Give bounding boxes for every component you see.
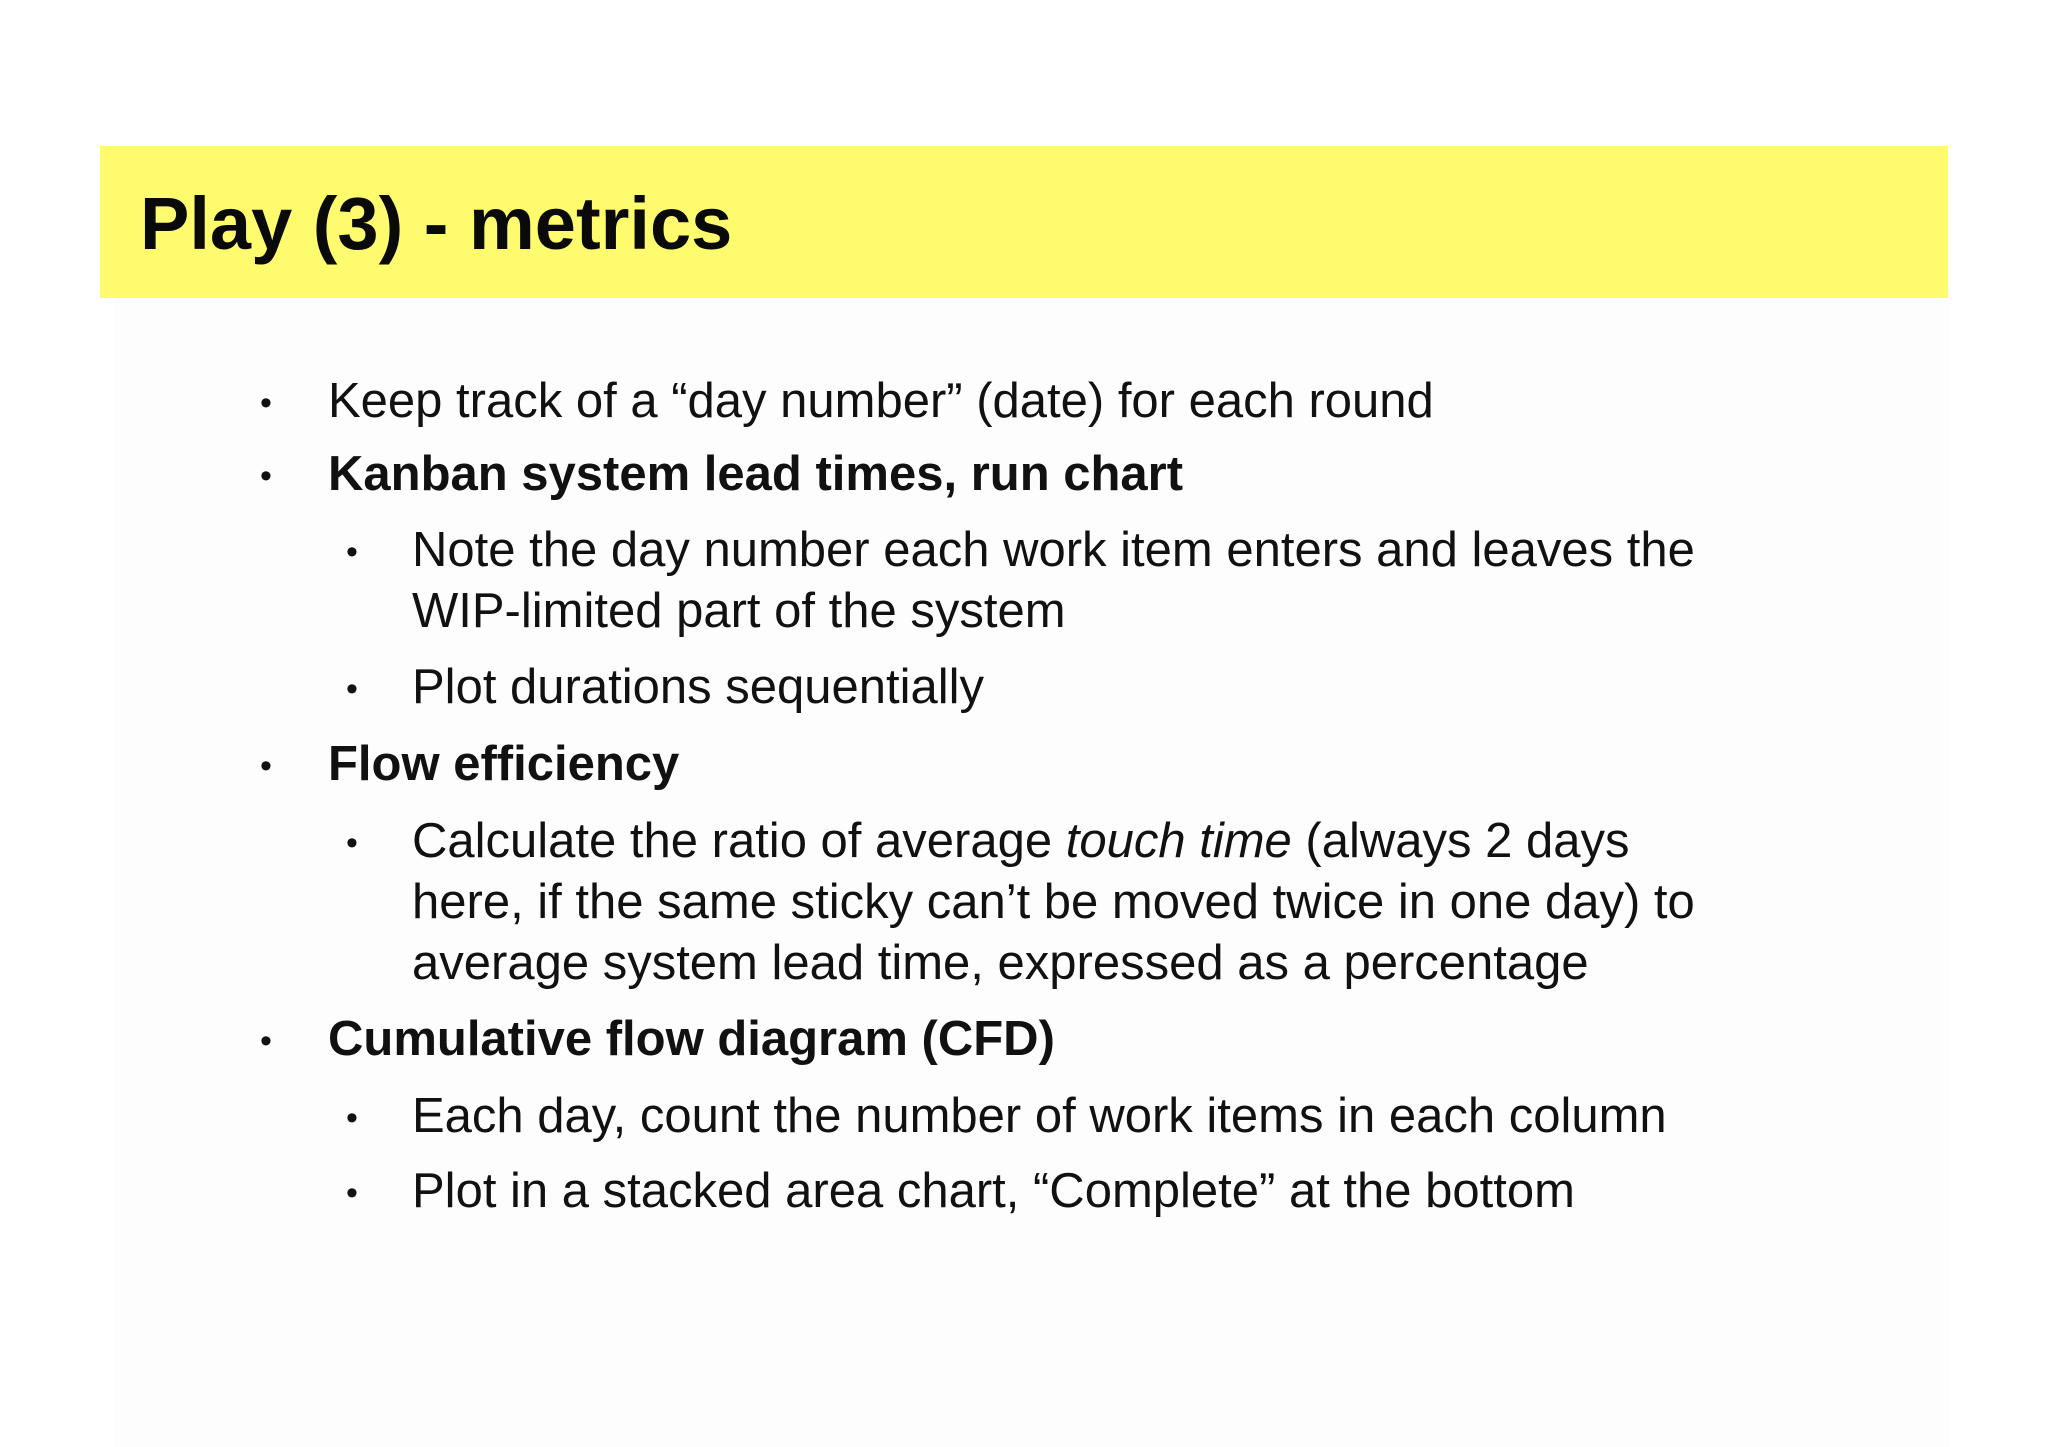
bullet-marker: •: [260, 384, 272, 422]
sub-bullet-stacked-area: Plot in a stacked area chart, “Complete” at the bottom: [412, 1164, 1575, 1218]
bullet-flow-efficiency-heading: Flow efficiency: [328, 737, 680, 791]
sub-bullet-line: Note the day number each work item enters and leaves the: [412, 523, 1695, 577]
bullet-cfd-heading: Cumulative flow diagram (CFD): [328, 1012, 1055, 1066]
bullet-marker: •: [260, 1022, 272, 1060]
sub-bullet-marker: •: [346, 1099, 358, 1137]
sub-bullet-plot-durations: Plot durations sequentially: [412, 660, 985, 714]
ratio-text-end: (always 2 days: [1291, 814, 1630, 868]
bullet-marker: •: [260, 747, 272, 785]
sub-bullet-line: average system lead time, expressed as a percentage: [412, 936, 1589, 990]
sub-bullet-line: WIP-limited part of the system: [412, 584, 1066, 638]
sub-bullet-line: [412, 811, 1695, 872]
ratio-text-start: Calculate the ratio of average: [412, 814, 1066, 868]
slide-title: Play (3) - metrics: [140, 182, 733, 265]
bullet-marker: •: [260, 457, 272, 495]
bullet-keep-track: Keep track of a “day number” (date) for each round: [328, 374, 1434, 428]
sub-bullet-calculate-ratio: [412, 811, 1695, 994]
sub-bullet-marker: •: [346, 1174, 358, 1212]
sub-bullet-marker: •: [346, 824, 358, 862]
sub-bullet-note-day-number: [412, 520, 1695, 642]
sub-bullet-count-items: Each day, count the number of work items in each column: [412, 1089, 1667, 1143]
sub-bullet-marker: •: [346, 670, 358, 708]
sub-bullet-line: here, if the same sticky can’t be moved twice in one day) to: [412, 875, 1695, 929]
sub-bullet-marker: •: [346, 533, 358, 571]
touch-time-emphasis: touch time: [1065, 814, 1292, 868]
bullet-lead-times-heading: Kanban system lead times, run chart: [328, 447, 1184, 501]
